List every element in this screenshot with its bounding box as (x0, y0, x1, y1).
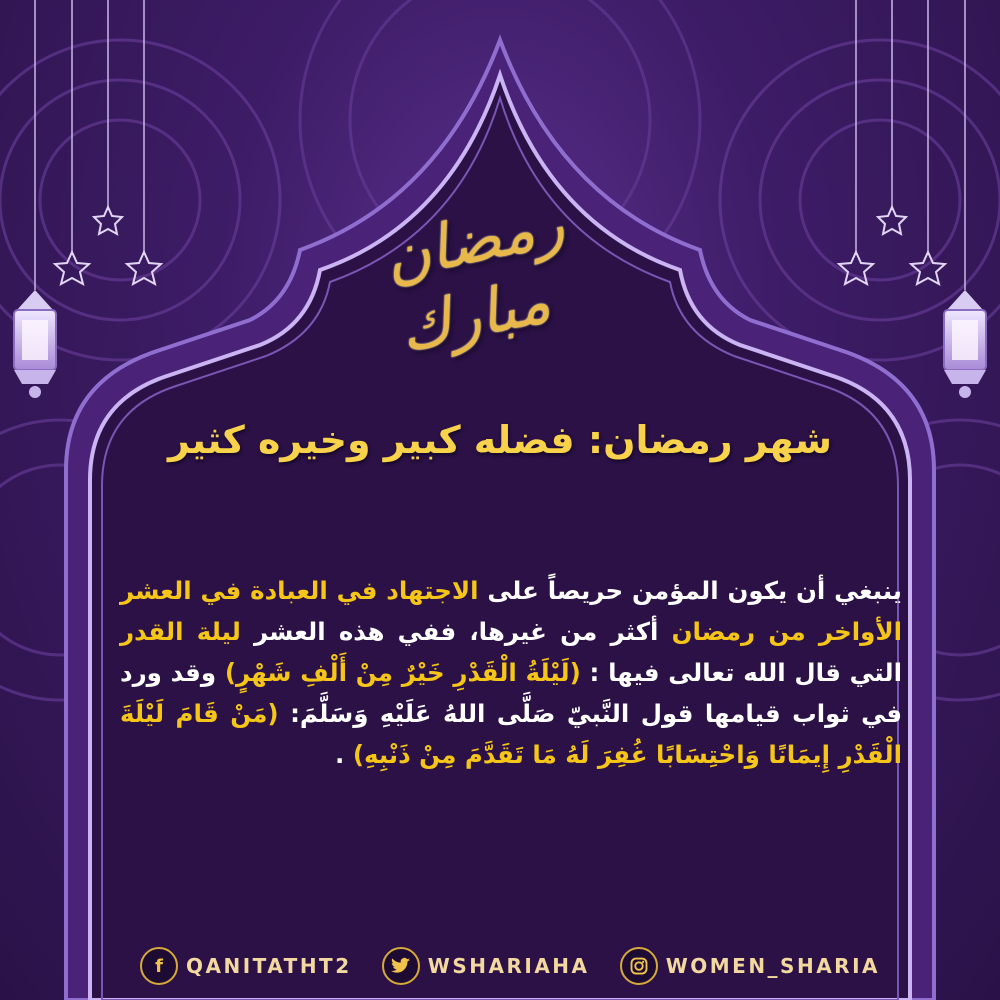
ramadan-mubarak-logo (377, 185, 630, 367)
facebook-handle: QANITATHT2 (186, 954, 352, 978)
twitter-handle: WSHARIAHA (427, 954, 590, 978)
paragraph-segment: التي قال الله تعالى فيها : (580, 658, 903, 687)
instagram-handle: WOMEN_SHARIA (665, 954, 880, 978)
facebook-icon: f (140, 947, 178, 985)
paragraph-segment: . (334, 740, 353, 769)
paragraph-segment: ينبغي أن يكون المؤمن حريصاً على (478, 576, 902, 605)
lantern-left-icon (14, 290, 56, 398)
quran-verse: (لَيْلَةُ الْقَدْرِ خَيْرٌ مِنْ أَلْفِ شَهْرٍ) (224, 658, 581, 687)
twitter-link[interactable] (382, 947, 590, 985)
paragraph-segment: أكثر من غيرها، ففي هذه العشر (240, 617, 672, 646)
instagram-icon (620, 947, 658, 985)
paragraph-highlight: الاجتهاد في العبادة في العشر الأواخر من رمضان (120, 576, 903, 646)
facebook-link[interactable] (140, 947, 352, 985)
twitter-icon (382, 947, 420, 985)
instagram-link[interactable] (620, 947, 880, 985)
paragraph-segment: وقد ورد في ثواب قيامها قول النَّبيّ صَلَّى اللهُ عَلَيْهِ وَسَلَّمَ: (120, 658, 902, 728)
paragraph-highlight: ليلة القدر (120, 617, 241, 646)
logo-calligraphy: رمضان مبارك (377, 185, 571, 367)
arch-frame (66, 40, 934, 1000)
body-paragraph (120, 570, 902, 775)
hadith-quote: (مَنْ قَامَ لَيْلَةَ الْقَدْرِ إِيمَانًا وَاحْتِسَابًا غُفِرَ لَهُ مَا تَقَدَّمَ مِنْ ذَنْبِهِ) (120, 699, 902, 769)
lantern-right-icon (944, 290, 986, 398)
page-title: شهر رمضان: فضله كبير وخيره كثير (168, 418, 832, 462)
social-footer (140, 944, 880, 988)
